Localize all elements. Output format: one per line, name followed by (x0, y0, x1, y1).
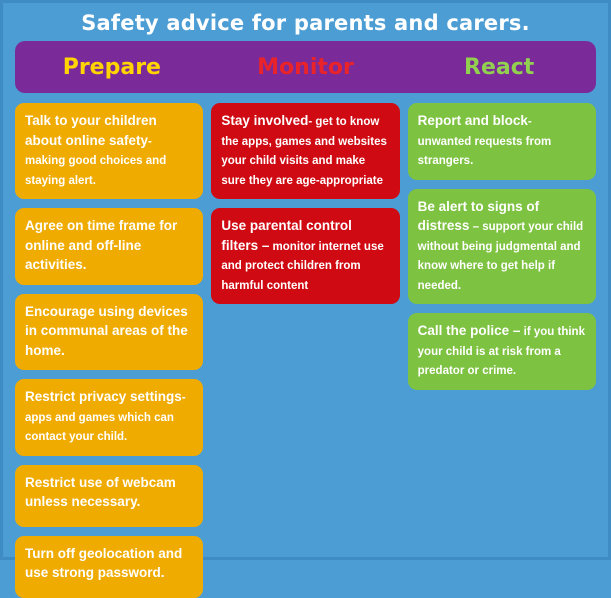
card-react-2 (408, 189, 596, 305)
card-lead: Agree on time frame for online and off-line activities. (25, 218, 178, 273)
card-rest: – support your child without being judgmental and know where to get help if needed. (417, 221, 584, 292)
column-react (408, 103, 596, 390)
column-monitor (211, 103, 399, 304)
card-rest: if you think your child is at risk from a predator or crime. (417, 326, 585, 378)
card-lead: Talk to your children about online safety (25, 113, 157, 148)
column-headers-band (15, 41, 596, 93)
column-prepare (15, 103, 203, 598)
card-lead: Use parental control filters – (221, 218, 352, 253)
column-header-prepare: Prepare (62, 54, 161, 80)
card-rest: monitor internet use and protect children from harmful content (221, 240, 384, 292)
card-prepare-1 (15, 103, 203, 199)
card-prepare-3 (15, 294, 203, 371)
page-title: Safety advice for parents and carers. (81, 11, 530, 35)
card-rest: - get to know the apps, games and websites your child visits and make sure they are age-appropriate (221, 116, 387, 187)
card-prepare-6 (15, 536, 203, 598)
card-rest: - unwanted requests from strangers. (417, 116, 552, 168)
columns-container (3, 93, 608, 598)
card-lead: Be alert to signs of distress (417, 198, 540, 234)
card-rest: - making good choices and staying alert. (25, 135, 167, 187)
card-lead: Stay involved (221, 113, 309, 128)
card-lead: Encourage using devices in communal areas of the home. (25, 303, 188, 358)
column-header-react: React (464, 54, 535, 80)
card-lead: Report and block (417, 113, 528, 128)
card-prepare-4 (15, 379, 203, 456)
card-lead: Restrict use of webcam unless necessary. (25, 474, 176, 510)
card-lead: Call the police – (417, 323, 521, 339)
card-lead: Turn off geolocation and use strong password. (25, 545, 183, 581)
card-react-3 (408, 313, 596, 390)
card-monitor-2 (211, 208, 399, 304)
column-header-monitor: Monitor (257, 54, 354, 80)
card-monitor-1 (211, 103, 399, 199)
card-react-1 (408, 103, 596, 180)
card-prepare-2 (15, 208, 203, 285)
card-prepare-5 (15, 465, 203, 527)
card-lead: Restrict privacy settings (25, 389, 182, 405)
card-rest: - apps and games which can contact your child. (25, 392, 186, 444)
